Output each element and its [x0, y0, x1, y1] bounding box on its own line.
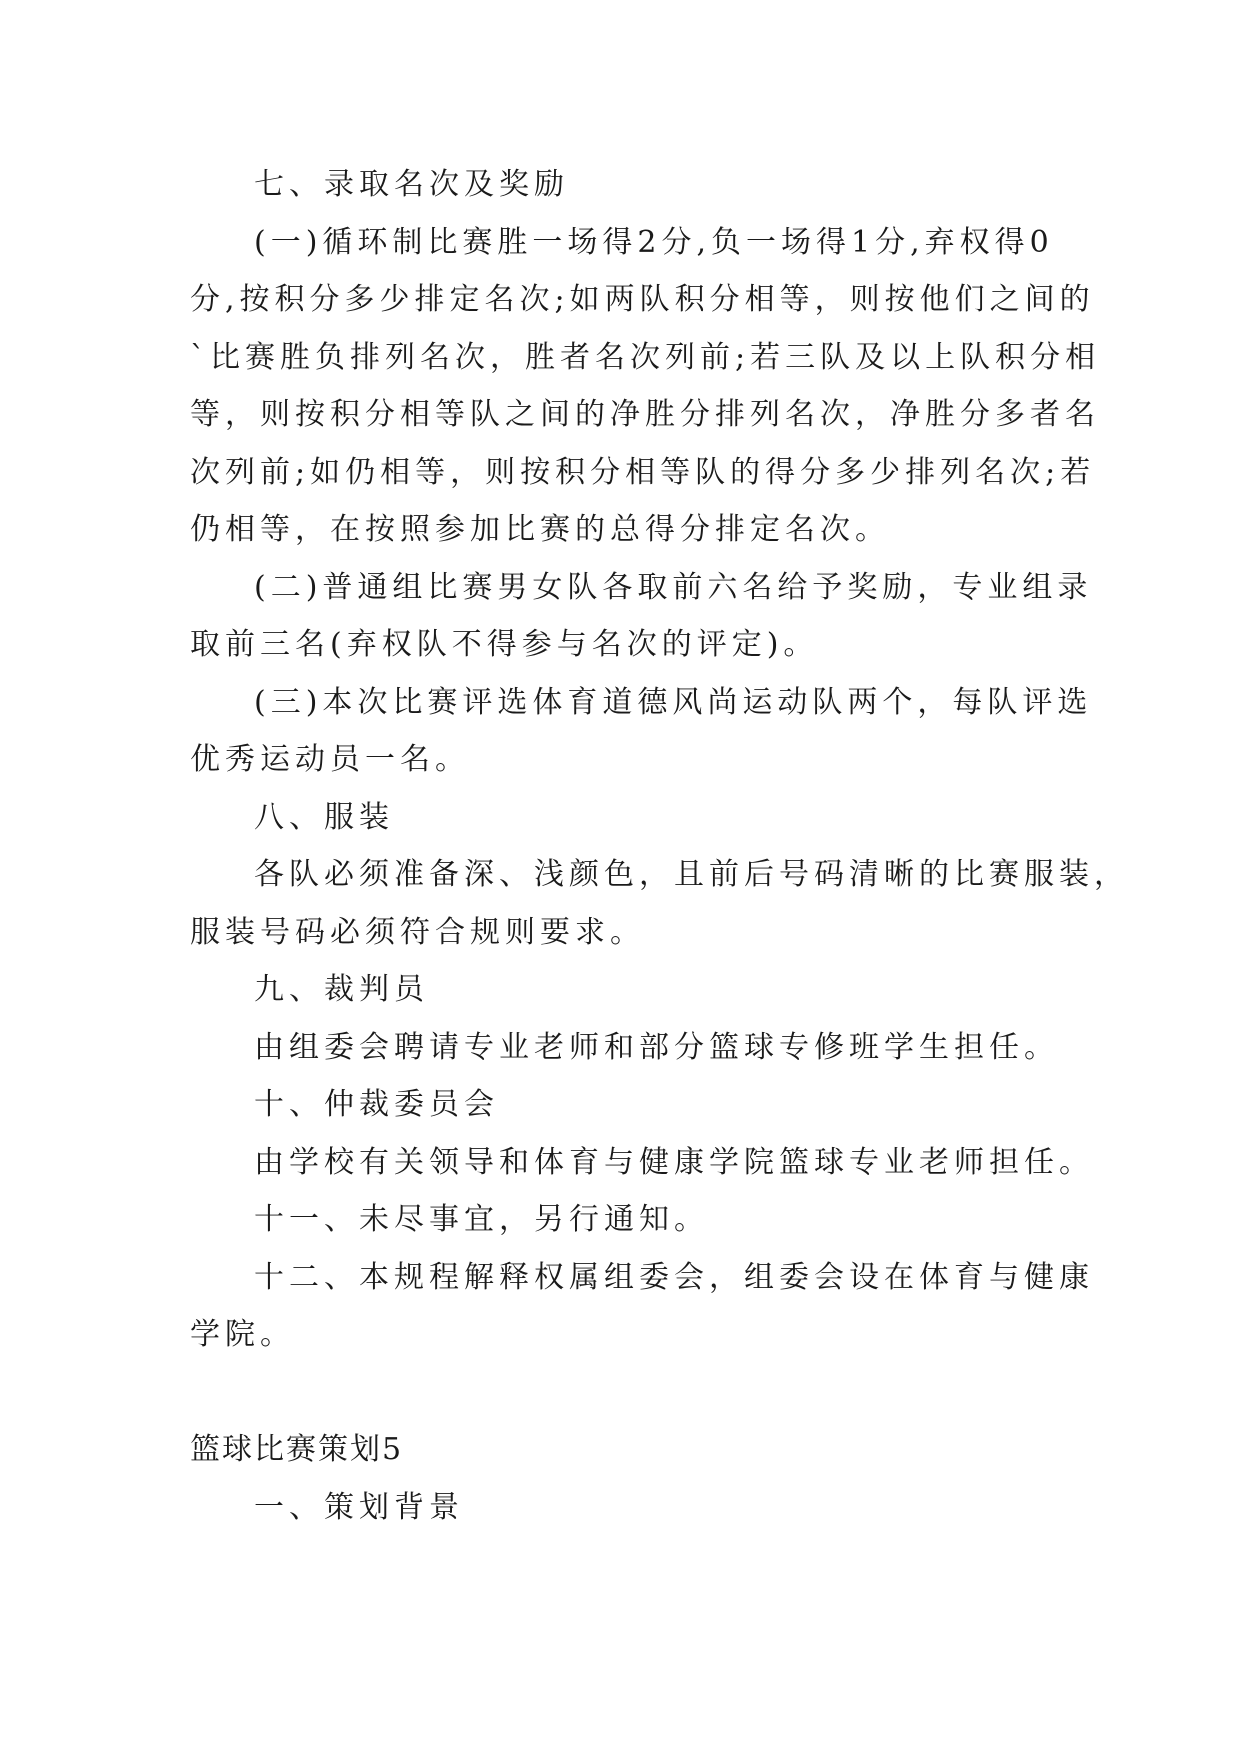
paragraph-line: 服装号码必须符合规则要求。 — [190, 915, 645, 950]
paragraph-line: `比赛胜负排列名次，胜者名次列前;若三队及以上队积分相 — [190, 340, 1101, 375]
section-heading-12: 十二、本规程解释权属组委会，组委会设在体育与健康 — [254, 1260, 1094, 1295]
section-heading-11: 十一、未尽事宜，另行通知。 — [254, 1202, 709, 1237]
paragraph-line: 由组委会聘请专业老师和部分篮球专修班学生担任。 — [254, 1030, 1059, 1065]
paragraph-line: 等，则按积分相等队之间的净胜分排列名次，净胜分多者名 — [190, 397, 1100, 432]
paragraph-line: (三)本次比赛评选体育道德风尚运动队两个，每队评选 — [254, 685, 1093, 720]
paragraph-line: 由学校有关领导和体育与健康学院篮球专业老师担任。 — [254, 1145, 1094, 1180]
paragraph-line: 次列前;如仍相等，则按积分相等队的得分多少排列名次;若 — [190, 455, 1096, 490]
paragraph-line: 仍相等，在按照参加比赛的总得分排定名次。 — [190, 512, 890, 547]
paragraph-line: (二)普通组比赛男女队各取前六名给予奖励，专业组录 — [254, 570, 1093, 605]
paragraph-line: 各队必须准备深、浅颜色，且前后号码清晰的比赛服装， — [254, 857, 1129, 892]
paragraph-line: (一)循环制比赛胜一场得2分,负一场得1分,弃权得0 — [254, 225, 1054, 260]
section-heading-9: 九、裁判员 — [254, 972, 429, 1007]
paragraph-line: 优秀运动员一名。 — [190, 742, 470, 777]
section-heading-10: 十、仲裁委员会 — [254, 1087, 499, 1122]
document-title: 篮球比赛策划5 — [190, 1432, 404, 1467]
section-heading-1: 一、策划背景 — [254, 1490, 464, 1525]
paragraph-line: 学院。 — [190, 1317, 295, 1352]
section-heading-7: 七、录取名次及奖励 — [254, 167, 569, 202]
paragraph-line: 取前三名(弃权队不得参与名次的评定)。 — [190, 627, 819, 662]
section-heading-8: 八、服装 — [254, 800, 394, 835]
paragraph-line: 分,按积分多少排定名次;如两队积分相等，则按他们之间的 — [190, 282, 1095, 317]
